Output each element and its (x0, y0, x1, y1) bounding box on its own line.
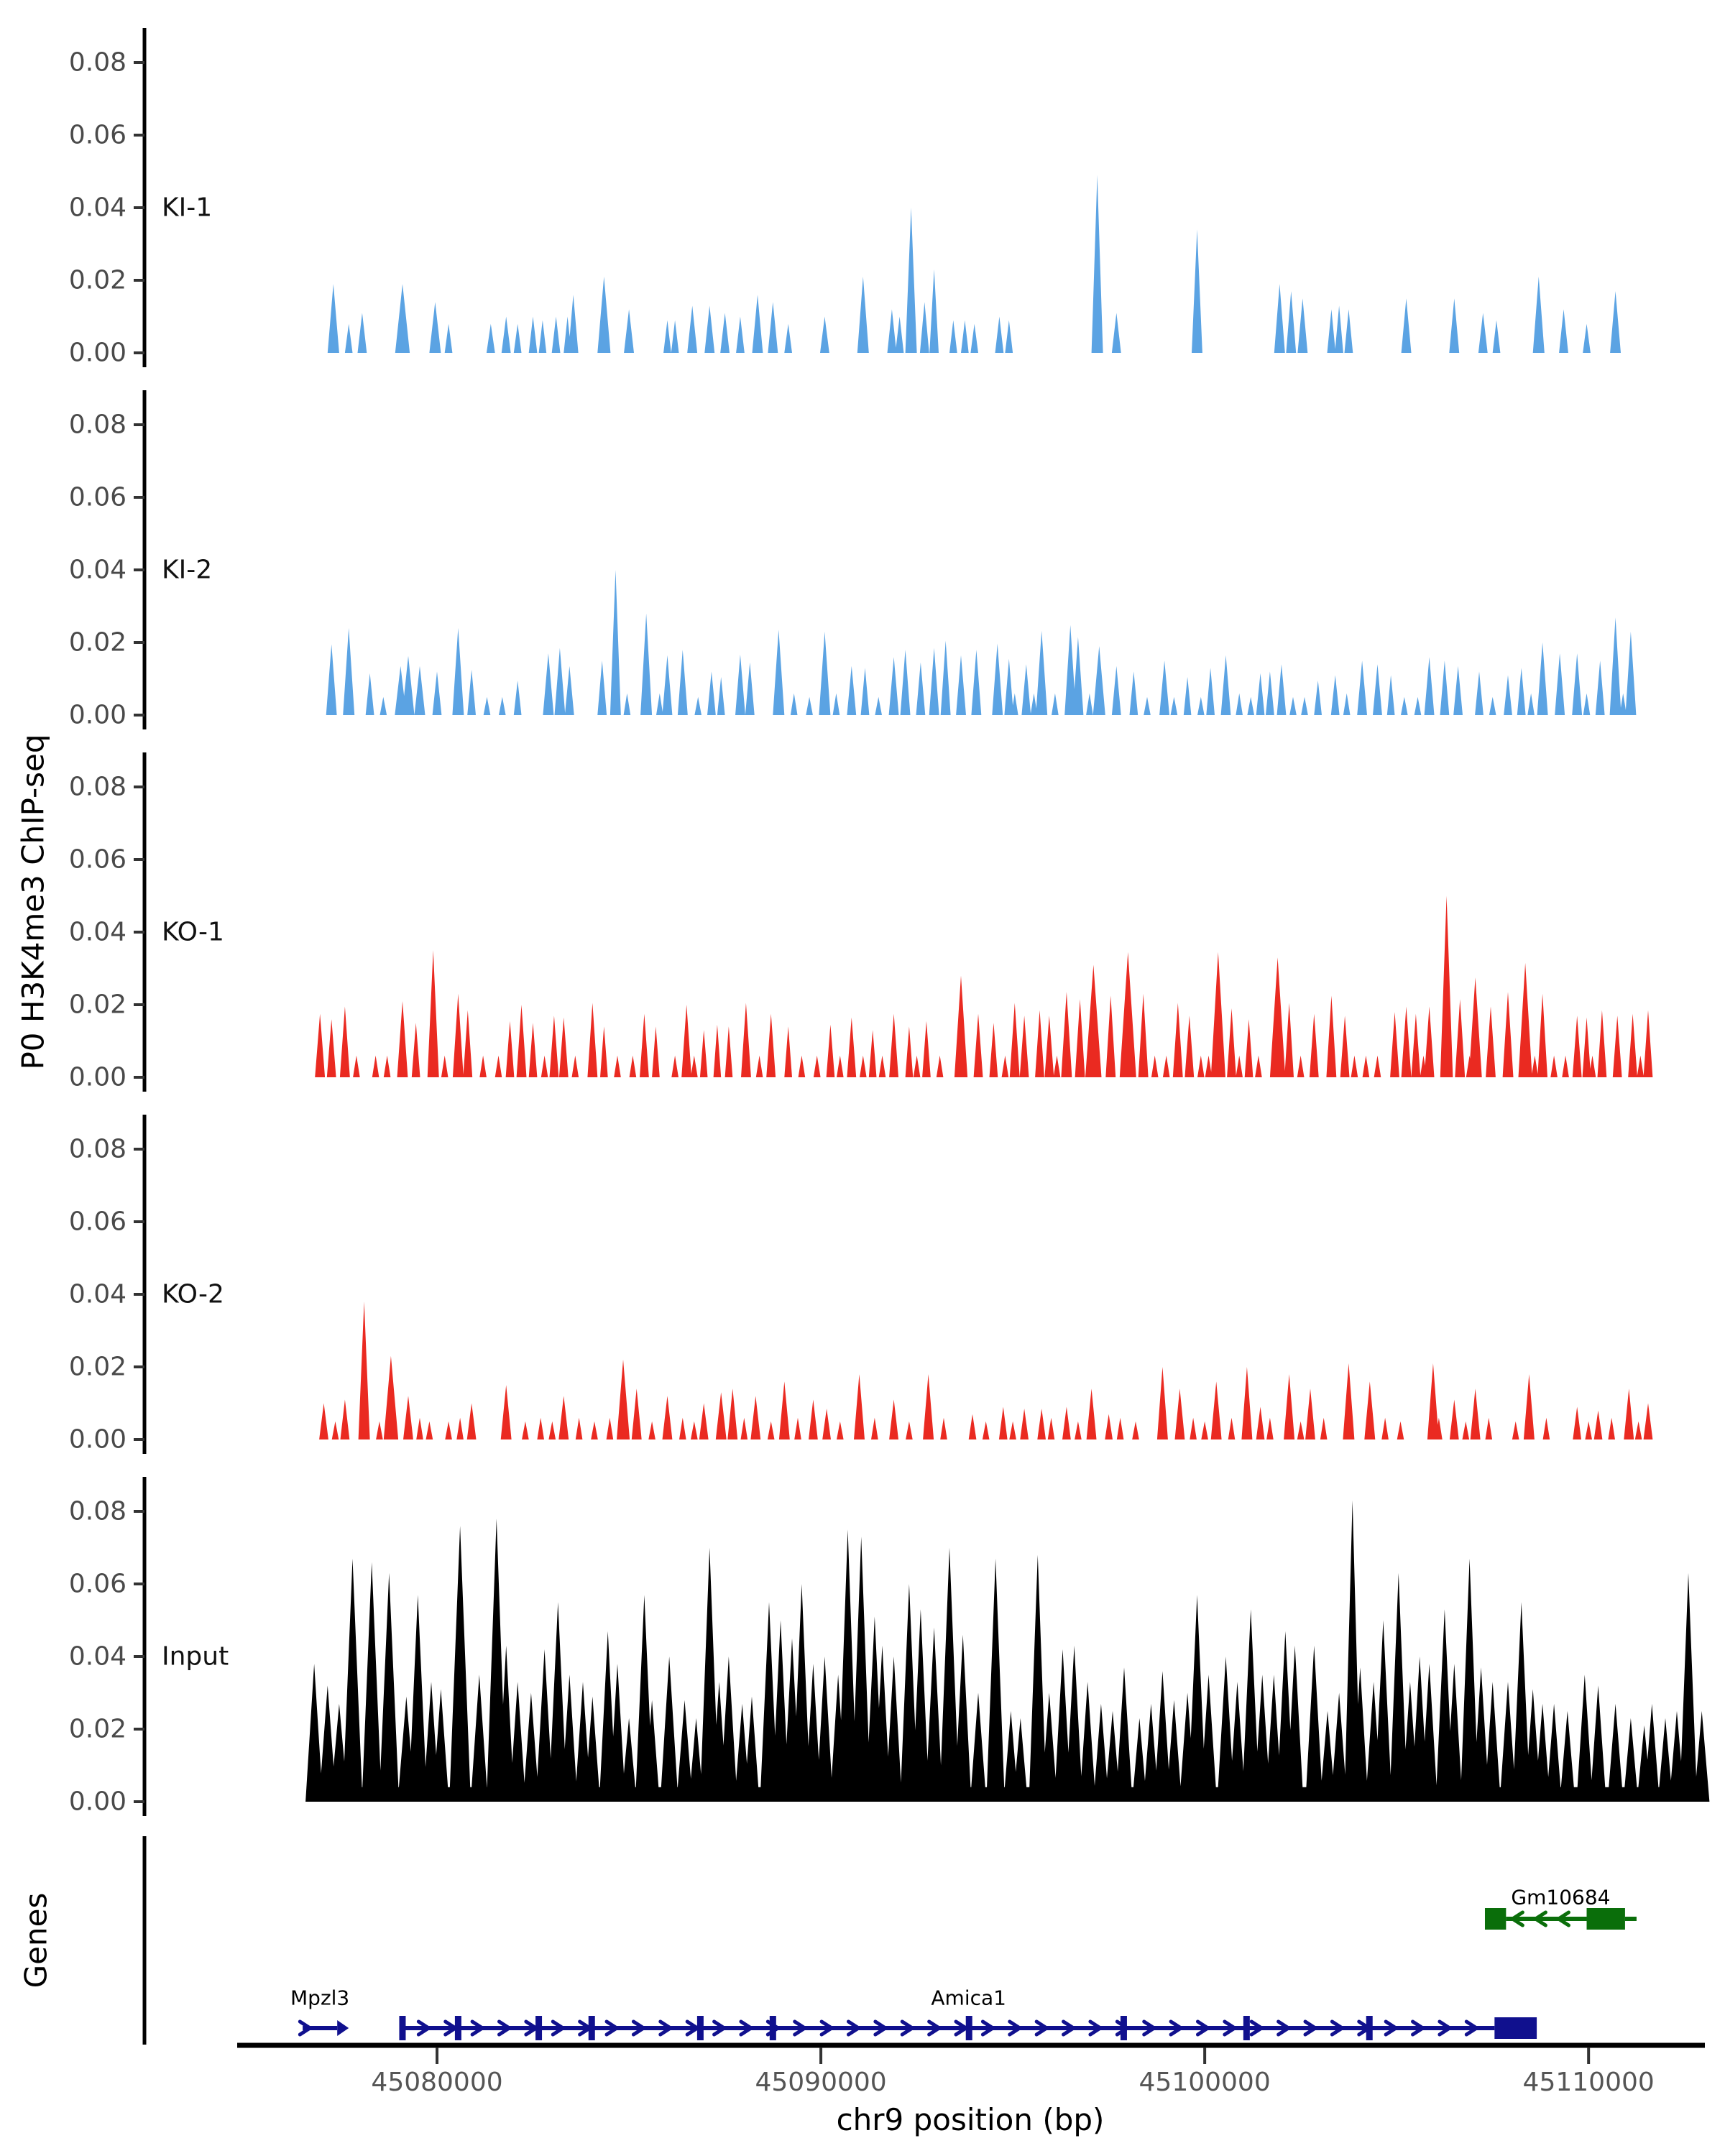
genes-axis-label: Genes (18, 1892, 54, 1989)
x-tick-label: 45100000 (1138, 2068, 1271, 2097)
y-tick-label: 0.04 (68, 917, 126, 947)
x-axis-title: chr9 position (bp) (836, 2102, 1105, 2137)
y-tick-label: 0.00 (68, 1787, 126, 1817)
y-tick-label: 0.00 (68, 1062, 126, 1092)
signal-area-KO-1 (315, 896, 1652, 1078)
y-tick-label: 0.08 (68, 410, 126, 440)
y-tick-label: 0.08 (68, 1496, 126, 1526)
y-tick-label: 0.04 (68, 193, 126, 223)
signal-area-KI-2 (326, 570, 1637, 715)
y-axis-label: P0 H3K4me3 ChIP-seq (15, 734, 51, 1070)
y-tick-label: 0.08 (68, 772, 126, 802)
gene-exon-bar-Amica1 (399, 2016, 405, 2040)
gene-exon-box-Gm10684 (1587, 1908, 1625, 1930)
y-tick-label: 0.06 (68, 482, 126, 512)
x-tick-label: 45090000 (755, 2068, 887, 2097)
gene-label-Mpzl3: Mpzl3 (290, 1986, 350, 2010)
y-tick-label: 0.06 (68, 844, 126, 875)
track-label-KI-1: KI-1 (162, 193, 213, 223)
gene-label-Gm10684: Gm10684 (1511, 1885, 1611, 1909)
y-tick-label: 0.02 (68, 265, 126, 295)
track-label-KO-1: KO-1 (162, 917, 224, 947)
y-tick-label: 0.06 (68, 1207, 126, 1237)
y-tick-label: 0.08 (68, 1134, 126, 1164)
y-tick-label: 0.06 (68, 1569, 126, 1599)
y-tick-label: 0.02 (68, 990, 126, 1020)
signal-area-KO-2 (319, 1302, 1652, 1439)
y-tick-label: 0.06 (68, 120, 126, 150)
x-tick-label: 45110000 (1522, 2068, 1655, 2097)
y-tick-label: 0.08 (68, 47, 126, 78)
y-tick-label: 0.00 (68, 338, 126, 368)
gene-label-Amica1: Amica1 (931, 1986, 1006, 2010)
track-label-Input: Input (162, 1641, 229, 1672)
track-label-KO-2: KO-2 (162, 1279, 224, 1309)
track-label-KI-2: KI-2 (162, 555, 213, 585)
y-tick-label: 0.00 (68, 700, 126, 730)
y-tick-label: 0.02 (68, 627, 126, 658)
gene-exon-bar-Amica1 (1243, 2016, 1250, 2040)
y-tick-label: 0.02 (68, 1714, 126, 1744)
y-tick-label: 0.04 (68, 1279, 126, 1309)
signal-area-Input (305, 1501, 1709, 1802)
signal-area-KI-1 (328, 175, 1621, 354)
y-tick-label: 0.02 (68, 1352, 126, 1382)
y-tick-label: 0.00 (68, 1424, 126, 1455)
gene-exon-box-Amica1 (1494, 2017, 1537, 2039)
y-tick-label: 0.04 (68, 1641, 126, 1672)
gene-exon-box-Gm10684 (1485, 1908, 1506, 1930)
x-tick-label: 45080000 (371, 2068, 503, 2097)
gene-end-arrowhead-Mpzl3 (337, 2020, 349, 2036)
y-tick-label: 0.04 (68, 555, 126, 585)
